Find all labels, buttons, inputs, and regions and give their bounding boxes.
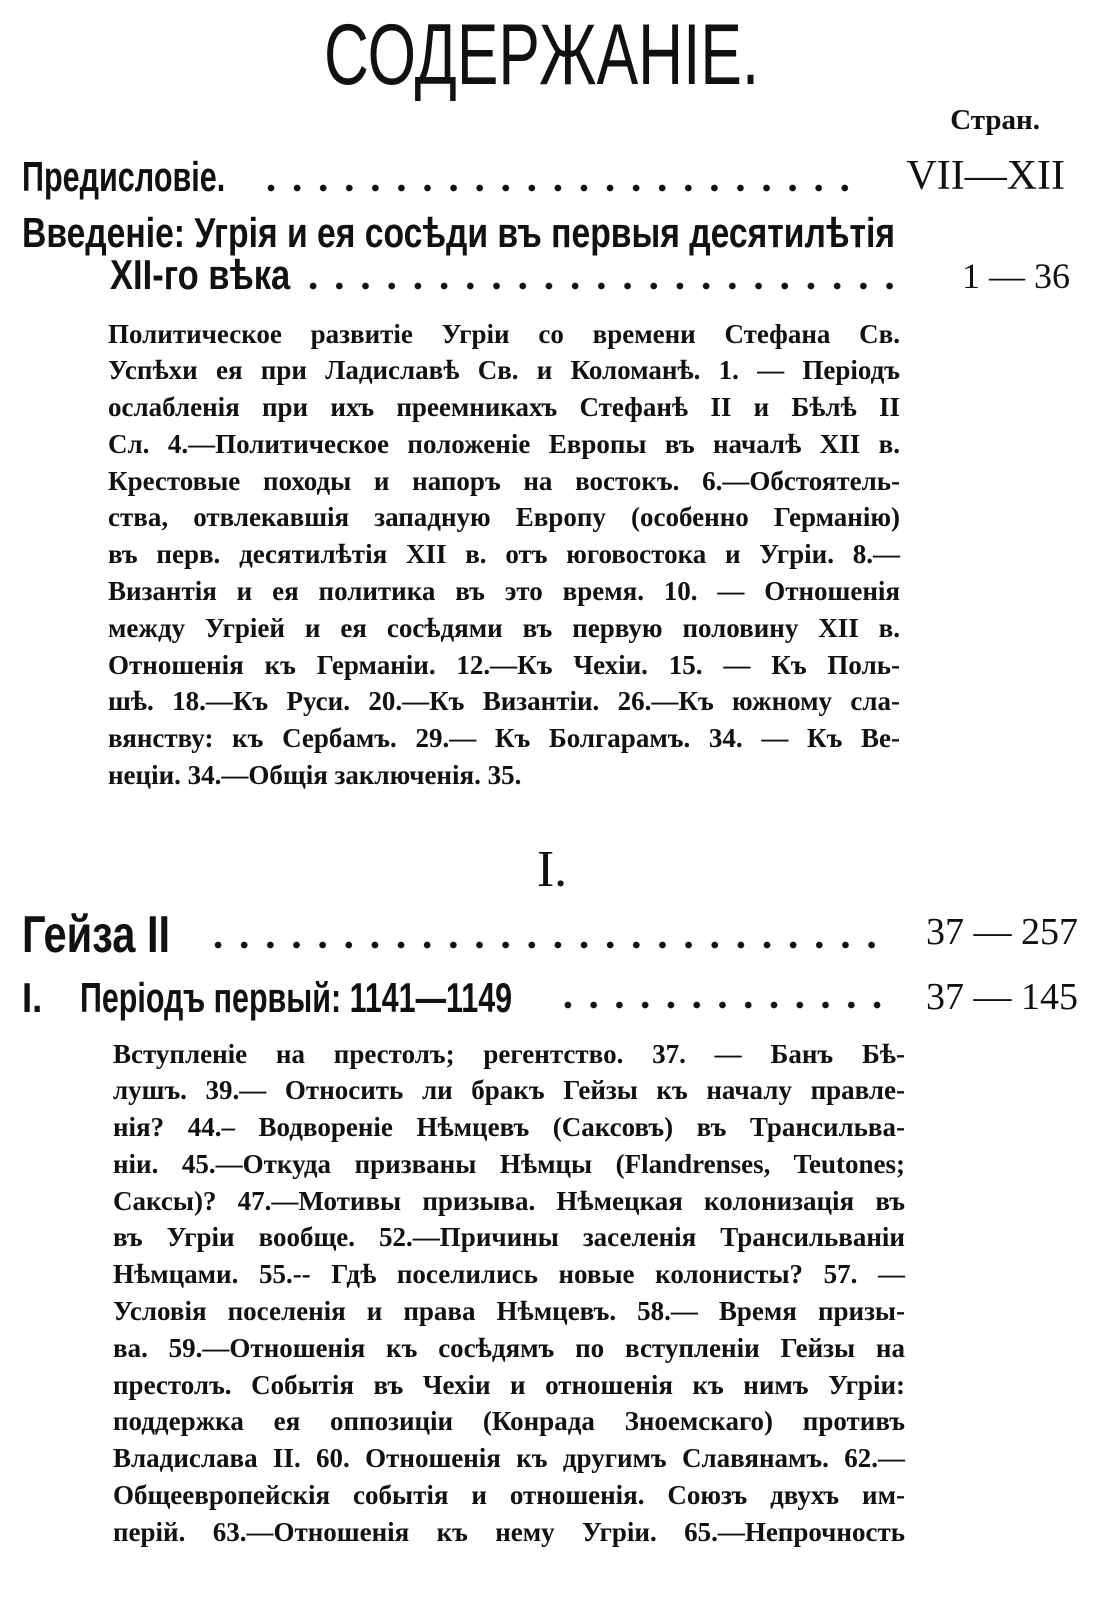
chapter-number: I.	[22, 974, 43, 1021]
summary-line: лушъ. 39.— Относить ли бракъ Гейзы къ началу правле-	[113, 1075, 905, 1106]
summary-line: Византія и ея политика въ это время. 10. — Отношенія	[108, 576, 900, 607]
page-title: СОДЕРЖАНІЕ.	[324, 7, 760, 103]
chapter-summary	[113, 1036, 905, 1551]
summary-line: Владислава II. 60. Отношенія къ другимъ Славянамъ. 62.—	[113, 1443, 905, 1474]
chapter-title: Періодъ первый: 1141—1149	[80, 974, 513, 1021]
summary-line: между Угріей и ея сосѣдями въ первую половину XII в.	[108, 612, 900, 643]
summary-line: въ Угріи вообще. 52.—Причины заселенія Трансильваніи	[113, 1222, 905, 1253]
chapter-pages: 37 — 145	[926, 976, 1078, 1018]
summary-line: Нѣмцами. 55.-- Гдѣ поселились новые колонисты? 57. —	[113, 1259, 905, 1290]
part-title: Гейза II	[22, 906, 171, 964]
summary-line: Общеевропейскія событія и отношенія. Союзъ двухъ им-	[113, 1480, 905, 1511]
summary-line: ніи. 45.—Откуда призваны Нѣмцы (Flandrenses, Teutones;	[113, 1148, 905, 1179]
dot-leader	[258, 184, 858, 192]
introduction-summary	[108, 316, 900, 794]
summary-line: поддержка ея оппозиціи (Конрада Зноемскаго) противъ	[113, 1406, 905, 1437]
part-numeral: I.	[536, 841, 568, 898]
summary-line: перій. 63.—Отношенія къ нему Угріи. 65.—Непрочность	[113, 1516, 905, 1547]
summary-line: Саксы)? 47.—Мотивы призыва. Нѣмецкая колонизація въ	[113, 1185, 905, 1216]
summary-line: ства, отвлекавшія западную Европу (особенно Германію)	[108, 502, 900, 533]
summary-line: Политическое развитіе Угріи со времени Стефана Св.	[108, 318, 900, 349]
summary-line: Успѣхи ея при Ладиславѣ Св. и Коломанѣ. 1. — Періодъ	[108, 355, 900, 386]
summary-line: въ перв. десятилѣтія XII в. отъ юговостока и Угріи. 8.—	[108, 539, 900, 570]
summary-line: Вступленіе на престолъ; регентство. 37. — Банъ Бѣ-	[113, 1038, 905, 1069]
summary-line: Крестовые походы и напоръ на востокъ. 6.—Обстоятель-	[108, 465, 900, 496]
summary-line: вянству: къ Сербамъ. 29.— Къ Болгарамъ. 34. — Къ Ве-	[108, 723, 900, 754]
summary-line: престолъ. Событія въ Чехіи и отношенія къ нимъ Угріи:	[113, 1369, 905, 1400]
summary-line: Отношенія къ Германіи. 12.—Къ Чехіи. 15. — Къ Поль-	[108, 649, 900, 680]
page-column-label: Стран.	[950, 104, 1040, 136]
part-pages: 37 — 257	[926, 911, 1078, 953]
dot-leader	[555, 1001, 890, 1009]
introduction-title-line2: XII-го вѣка	[110, 251, 291, 298]
page-title-row	[0, 7, 1084, 103]
summary-line: шѣ. 18.—Къ Руси. 20.—Къ Византіи. 26.—Къ южному сла-	[108, 686, 900, 717]
dot-leader	[300, 282, 903, 290]
preface-pages: VII—XII	[906, 153, 1065, 199]
summary-line: нія? 44.– Водвореніе Нѣмцевъ (Саксовъ) въ Трансильва-	[113, 1112, 905, 1143]
summary-line: ослабленія при ихъ преемникахъ Стефанѣ II и Бѣлѣ II	[108, 392, 900, 423]
summary-line: неціи. 34.—Общія заключенія. 35.	[108, 760, 522, 791]
preface-title: Предисловіе.	[22, 153, 226, 200]
introduction-pages: 1 — 36	[962, 256, 1070, 296]
summary-line: Сл. 4.—Политическое положеніе Европы въ началѣ XII в.	[108, 428, 900, 459]
summary-line: Условія поселенія и права Нѣмцевъ. 58.— Время призы-	[113, 1296, 905, 1327]
summary-line: ва. 59.—Отношенія къ сосѣдямъ по вступленіи Гейзы на	[113, 1332, 905, 1363]
introduction-title-line1: Введеніе: Угрія и ея сосѣди въ первыя десятилѣтія	[22, 209, 896, 256]
dot-leader	[205, 941, 885, 949]
